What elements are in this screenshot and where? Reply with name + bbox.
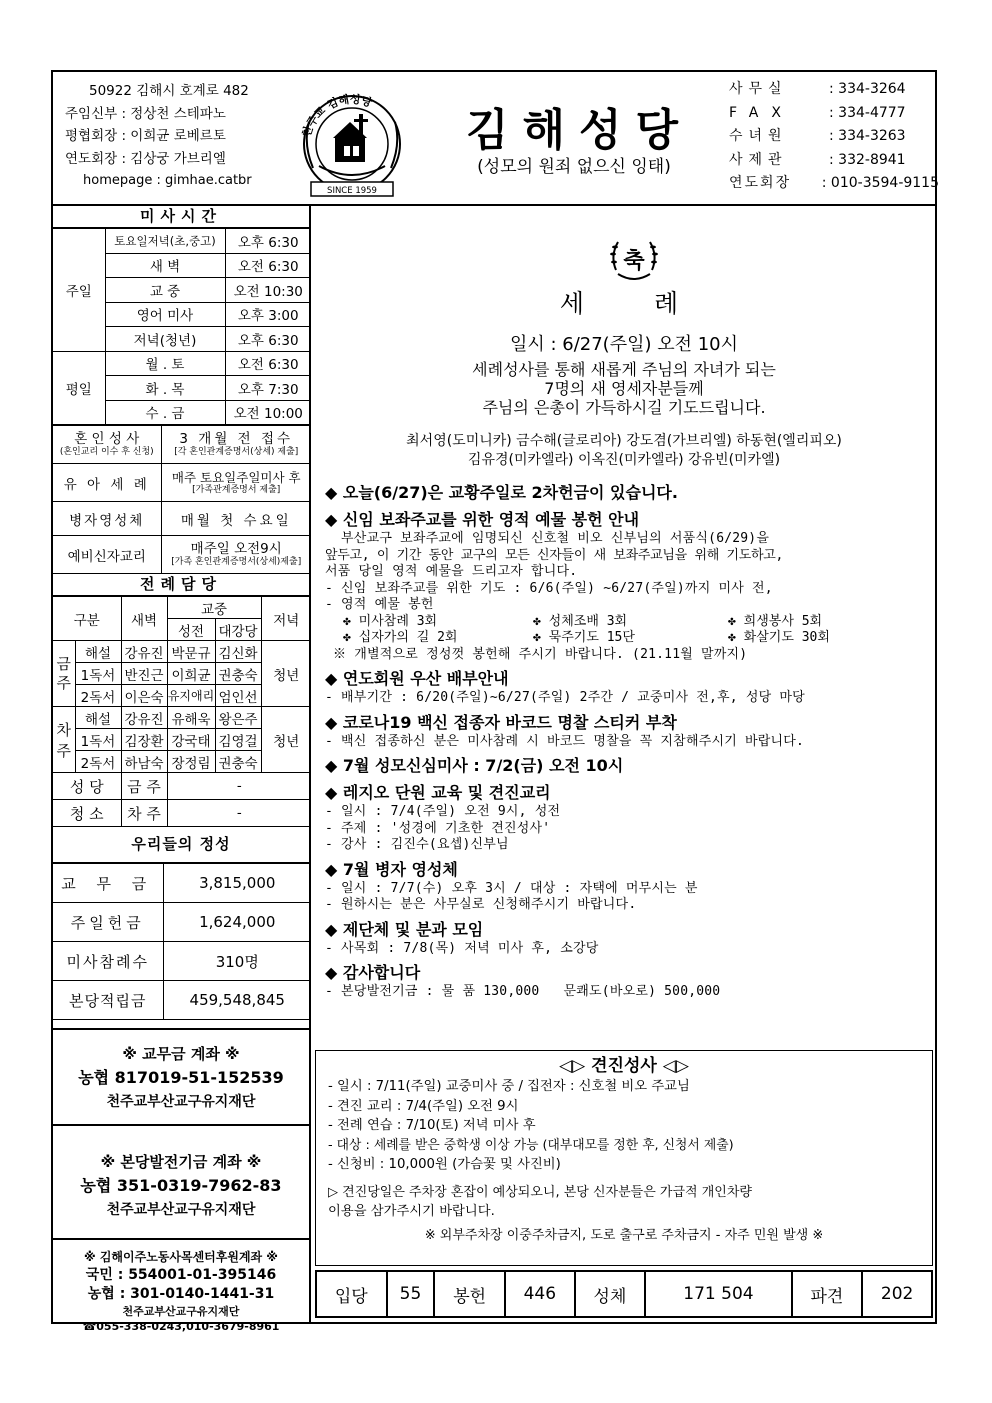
notice-line: - 사목회 : 7/8(목) 저녁 미사 후, 소강당 (325, 940, 599, 956)
account-box-b (53, 1124, 309, 1222)
notice-title: ◆ 감사합니다 (325, 963, 421, 982)
account-phone: ☎055-338-0243,010-3679-8961 (82, 1320, 280, 1333)
notice-line: - 영적 예물 봉헌 (325, 597, 434, 612)
contact-row (729, 78, 939, 102)
role: 1독서 (75, 729, 121, 751)
mass-time: 오전 10:30 (225, 278, 311, 303)
offering-value: 459,548,845 (163, 981, 311, 1020)
confirmation-line: - 견진 교리 : 7/4(주일) 오전 9시 (328, 1098, 519, 1114)
eve-person: 청년 (261, 641, 311, 707)
notice-item (325, 482, 935, 504)
badge-text: 축 (623, 249, 645, 274)
notice-item (325, 962, 935, 1001)
logo-since: SINCE 1959 (327, 186, 377, 196)
sacrament-name: 예비신자교리 (53, 536, 161, 574)
contact-value: : 334-3263 (829, 128, 906, 144)
offering-value: 3,815,000 (163, 864, 311, 903)
sacrament-value: 매주 토요일주일미사 후 (171, 470, 301, 485)
contact-value: : 332-8941 (829, 151, 906, 168)
stat-value: 55 (387, 1271, 435, 1317)
contact-label: 사무실 (729, 81, 788, 97)
notice-item (325, 668, 935, 707)
mass-time: 오후 6:30 (225, 229, 311, 254)
main-b-person: 김신화 (215, 641, 261, 663)
account-box-a (53, 1028, 309, 1114)
account-owner: 천주교부산교구유지재단 (122, 1305, 240, 1318)
role: 2독서 (75, 751, 121, 773)
sacrament-row (53, 426, 161, 464)
right-column (313, 206, 935, 1322)
stat-value: 171 504 (645, 1271, 791, 1317)
confirmation-note: 이용을 삼가주시기 바랍니다. (328, 1204, 495, 1219)
left-column (53, 206, 311, 1333)
account-owner: 천주교부산교구유지재단 (106, 1094, 256, 1110)
wish-line: 주님의 은총이 가득하시길 기도드립니다. (482, 398, 766, 417)
main-b-person: 권충숙 (215, 751, 261, 773)
stat-label: 봉헌 (434, 1271, 505, 1317)
mass-table (53, 228, 311, 425)
contact-row (729, 149, 939, 173)
notice-item (325, 919, 935, 958)
grid-item: ✤ 십자가의 길 2회 (343, 630, 458, 645)
contact-value: : 334-3264 (829, 81, 906, 97)
mass-name: 수 . 금 (105, 400, 225, 425)
notice-line: 서품 당일 영적 예물을 드리고자 합니다. (325, 564, 578, 579)
contact-row (729, 125, 939, 149)
parish-logo-icon (289, 88, 415, 200)
offering-heading: 우리들의 정성 (53, 827, 309, 863)
main-a-person: 유지애리 (167, 685, 215, 707)
grid-item: ✤ 미사참례 3회 (343, 613, 438, 629)
notice-item (325, 782, 935, 854)
col-dawn: 새벽 (121, 597, 167, 641)
weekday-label: 평일 (53, 351, 105, 425)
sacrament-note: [가족 혼인관계증명서(상세)제출] (171, 557, 302, 567)
sacrament-note: [각 혼인관계증명서(상세) 제출] (174, 447, 299, 457)
contact-label: FAX (729, 104, 794, 121)
stat-label: 파견 (792, 1271, 863, 1317)
dawn-person: 강유진 (121, 641, 167, 663)
address: 50922 김해시 호계로 482 (89, 83, 249, 99)
notice-title: ◆ 오늘(6/27)은 교황주일로 2차헌금이 있습니다. (325, 483, 678, 502)
notice-item (325, 509, 935, 663)
notice-item (325, 755, 935, 777)
clean-next-value: - (167, 800, 311, 827)
legion-president: 연도회장 : 김상궁 가브리엘 (65, 150, 226, 167)
offering-label: 본당적립금 (53, 981, 163, 1020)
main-b-person: 권충숙 (215, 663, 261, 685)
worship-heading: 전례담당 (53, 574, 309, 596)
offering-grid (325, 614, 935, 647)
sacrament-value: 매월 첫 수요일 (161, 502, 311, 536)
confirmation-note: ▷ 견진당일은 주차장 혼잡이 예상되오니, 본당 신자분들은 가급적 개인차량 (328, 1184, 752, 1200)
mass-time: 오후 3:00 (225, 302, 311, 327)
mass-time: 오전 6:30 (225, 351, 311, 376)
mass-time: 오전 10:00 (225, 400, 311, 425)
baptism-date: 일시 : 6/27(주일) 오전 10시 (509, 334, 739, 355)
dawn-person: 강유진 (121, 707, 167, 729)
parking-note: ※ 외부주차장 이중주차금지, 도로 출구로 주차금지 - 자주 민원 발생 ※ (424, 1227, 824, 1243)
notice-line: - 주제 : '성경에 기초한 견진성사' (325, 820, 551, 836)
main-b-person: 엄인선 (215, 685, 261, 707)
wish-line: 7명의 새 영세자분들께 (544, 379, 704, 398)
sacrament-note: (혼인교리 이수 후 신청) (59, 447, 154, 457)
baptism-wish (313, 360, 935, 417)
contact-label: 수녀원 (729, 128, 788, 144)
notice-line: - 일시 : 7/4(주일) 오전 9시, 성전 (325, 804, 561, 819)
mass-name: 화 . 목 (105, 376, 225, 401)
account-number: 농협 351-0319-7962-83 (80, 1176, 282, 1195)
col-main-b: 대강당 (215, 619, 261, 641)
notice-list (325, 482, 935, 1006)
offering-label: 교 무 금 (53, 864, 163, 903)
worship-table (53, 596, 311, 827)
sacrament-name: 유 아 세 례 (53, 464, 161, 502)
mass-time: 오후 6:30 (225, 327, 311, 352)
names-line: 최서영(도미니카) 금수해(글로리아) 강도겸(가브리엘) 하동현(엘리피오) (406, 433, 842, 449)
parish-info (65, 80, 295, 193)
main-b-person: 김영걸 (215, 729, 261, 751)
contact-value: : 334-4777 (829, 104, 906, 121)
mass-heading: 미사시간 (53, 206, 309, 228)
col-div: 구분 (53, 597, 121, 641)
main-b-person: 왕은주 (215, 707, 261, 729)
confirmation-box (315, 1050, 933, 1266)
col-main-a: 성전 (167, 619, 215, 641)
names-line: 김유경(미카엘라) 이옥진(미카엘라) 강유빈(미카엘) (467, 452, 781, 468)
baptism-names (313, 432, 935, 470)
notice-line: - 본당발전기금 : 물 품 130,000 문쾌도(바오로) 500,000 (325, 984, 721, 999)
account-title: ※ 김해이주노동사목센터후원계좌 ※ (84, 1250, 278, 1264)
account-box-c (53, 1238, 309, 1335)
contact-value: : 010-3594-9115 (821, 175, 939, 191)
account-number: 국민 : 554001-01-395146 (85, 1267, 277, 1283)
offering-value: 1,624,000 (163, 903, 311, 942)
account-title: ※ 본당발전기금 계좌 ※ (100, 1153, 262, 1171)
role: 해설 (75, 641, 121, 663)
sacrament-table (53, 425, 311, 574)
dawn-person: 하남숙 (121, 751, 167, 773)
mass-time: 오후 7:30 (225, 376, 311, 401)
main-a-person: 이희균 (167, 663, 215, 685)
council-president: 평협회장 : 이희균 로베르토 (65, 128, 226, 144)
dawn-person: 김장환 (121, 729, 167, 751)
contact-list (729, 78, 939, 196)
grid-item: ✤ 희생봉사 5회 (728, 613, 823, 629)
main-a-person: 장정림 (167, 751, 215, 773)
clean-this-value: - (167, 773, 311, 800)
notice-line: - 배부기간 : 6/20(주일)~6/27(주일) 2주간 / 교중미사 전,후, 성당 마당 (325, 690, 805, 705)
parish-subtitle: (성모의 원죄 없으신 잉태) (477, 157, 671, 177)
baptism-title: 세례 (559, 289, 749, 318)
notice-title: ◆ 코로나19 백신 접종자 바코드 명찰 스티커 부착 (325, 712, 677, 732)
mass-name: 저녁(청년) (105, 327, 225, 352)
confirmation-line: - 전례 연습 : 7/10(토) 저녁 미사 후 (328, 1118, 536, 1133)
confirmation-line: - 일시 : 7/11(주일) 교중미사 중 / 집전자 : 신호철 비오 주교님 (328, 1079, 690, 1094)
contact-row (729, 172, 939, 196)
col-eve: 저녁 (261, 597, 311, 641)
stat-value: 202 (862, 1271, 932, 1317)
stat-label: 입당 (316, 1271, 387, 1317)
pastor: 주임신부 : 정상천 스테파노 (65, 105, 226, 122)
parish-title: 김해성당 (465, 105, 692, 156)
sunday-label: 주일 (53, 229, 105, 352)
notice-line: - 일시 : 7/7(수) 오후 3시 / 대상 : 자택에 머무시는 분 (325, 880, 698, 896)
notice-item (325, 859, 935, 914)
sacrament-name: 병자영성체 (53, 502, 161, 536)
celebration-badge-icon (606, 230, 662, 286)
notice-title: ◆ 7월 병자 영성체 (325, 859, 458, 879)
confirmation-line: - 신청비 : 10,000원 (가슴꽃 및 사진비) (328, 1157, 561, 1172)
stat-value: 446 (505, 1271, 575, 1317)
mass-name: 토요일저녁(초,중고) (105, 229, 225, 254)
sacrament-name: 혼 인 성 사 (74, 431, 140, 447)
attendance-stats (315, 1270, 933, 1318)
main-a-person: 유해욱 (167, 707, 215, 729)
notice-line: ※ 개별적으로 정성껏 봉헌해 주시기 바랍니다. (21.11월 말까지) (325, 646, 748, 662)
offering-value: 310명 (163, 942, 311, 981)
wish-line: 세례성사를 통해 새롭게 주님의 자녀가 되는 (472, 360, 776, 379)
notice-line: - 원하시는 분은 사무실로 신청해주시기 바랍니다. (325, 897, 637, 912)
main-a-person: 강국태 (167, 729, 215, 751)
dawn-person: 이은숙 (121, 685, 167, 707)
clean-label-b: 청 소 (53, 800, 121, 827)
col-main: 교중 (167, 597, 261, 619)
mass-name: 영어 미사 (105, 302, 225, 327)
account-number: 농협 817019-51-152539 (78, 1068, 284, 1087)
this-week-label: 금주 (53, 641, 75, 707)
mass-time: 오전 6:30 (225, 253, 311, 278)
account-owner: 천주교부산교구유지재단 (106, 1202, 256, 1218)
offering-label: 주일헌금 (53, 903, 163, 942)
notice-line: - 신임 보좌주교를 위한 기도 : 6/6(주일) ~6/27(주일)까지 미사 전, (325, 580, 773, 596)
role: 2독서 (75, 685, 121, 707)
bulletin-frame (51, 70, 939, 1333)
grid-item: ✤ 묵주기도 15단 (533, 630, 635, 645)
confirmation-line: - 대상 : 세례를 받은 중학생 이상 가능 (대부대모를 정한 후, 신청서 제출) (328, 1137, 734, 1153)
sacrament-note: [가족관계증명서 제출] (192, 485, 281, 495)
mass-name: 새 벽 (105, 253, 225, 278)
contact-label: 연도회장 (729, 175, 792, 191)
notice-title: ◆ 제단체 및 분과 모임 (325, 919, 484, 939)
account-title: ※ 교무금 계좌 ※ (122, 1045, 240, 1063)
notice-title: ◆ 신임 보좌주교를 위한 영적 예물 봉헌 안내 (325, 510, 640, 529)
main-a-person: 박문규 (167, 641, 215, 663)
offering-table (53, 863, 311, 1020)
offering-label: 미사참례수 (53, 942, 163, 981)
logo-text: 천주교 김해성당 (299, 92, 374, 139)
clean-next-label: 차 주 (121, 800, 167, 827)
notice-item (325, 712, 935, 751)
grid-item: ✤ 화살기도 30회 (728, 630, 830, 645)
clean-this-label: 금 주 (121, 773, 167, 800)
homepage: homepage : gimhae.catbr (83, 173, 252, 188)
bulletin-header (53, 72, 939, 206)
role: 1독서 (75, 663, 121, 685)
contact-row (729, 102, 939, 126)
confirmation-title: ◁▷ 견진성사 ◁▷ (559, 1056, 689, 1076)
notice-title: ◆ 7월 성모신심미사 : 7/2(금) 오전 10시 (325, 756, 624, 775)
notice-line: 부산교구 보좌주교에 임명되신 신호철 비오 신부님의 서품식(6/29)을 (325, 531, 770, 546)
role: 해설 (75, 707, 121, 729)
eve-person: 청년 (261, 707, 311, 773)
dawn-person: 반진근 (121, 663, 167, 685)
next-week-label: 차주 (53, 707, 75, 773)
stat-label: 성체 (575, 1271, 646, 1317)
notice-line: - 강사 : 김진수(요셉)신부님 (325, 837, 509, 852)
notice-title: ◆ 연도회원 우산 배부안내 (325, 669, 509, 688)
notice-line: - 백신 접종하신 분은 미사참례 시 바코드 명찰을 꼭 지참해주시기 바랍니다. (325, 733, 805, 749)
sacrament-value: 매주일 오전9시 (190, 541, 282, 557)
mass-name: 교 중 (105, 278, 225, 303)
sacrament-value: 3 개월 전 접수 (179, 431, 294, 447)
notice-title: ◆ 레지오 단원 교육 및 견진교리 (325, 783, 551, 802)
grid-item: ✤ 성체조배 3회 (533, 613, 628, 629)
notice-line: 앞두고, 이 기간 동안 교구의 모든 신자들이 새 보좌주교님을 위해 기도하고, (325, 547, 784, 563)
clean-label-a: 성 당 (53, 773, 121, 800)
account-number: 농협 : 301-0140-1441-31 (87, 1286, 275, 1302)
contact-label: 사제관 (729, 151, 788, 168)
mass-name: 월 . 토 (105, 351, 225, 376)
